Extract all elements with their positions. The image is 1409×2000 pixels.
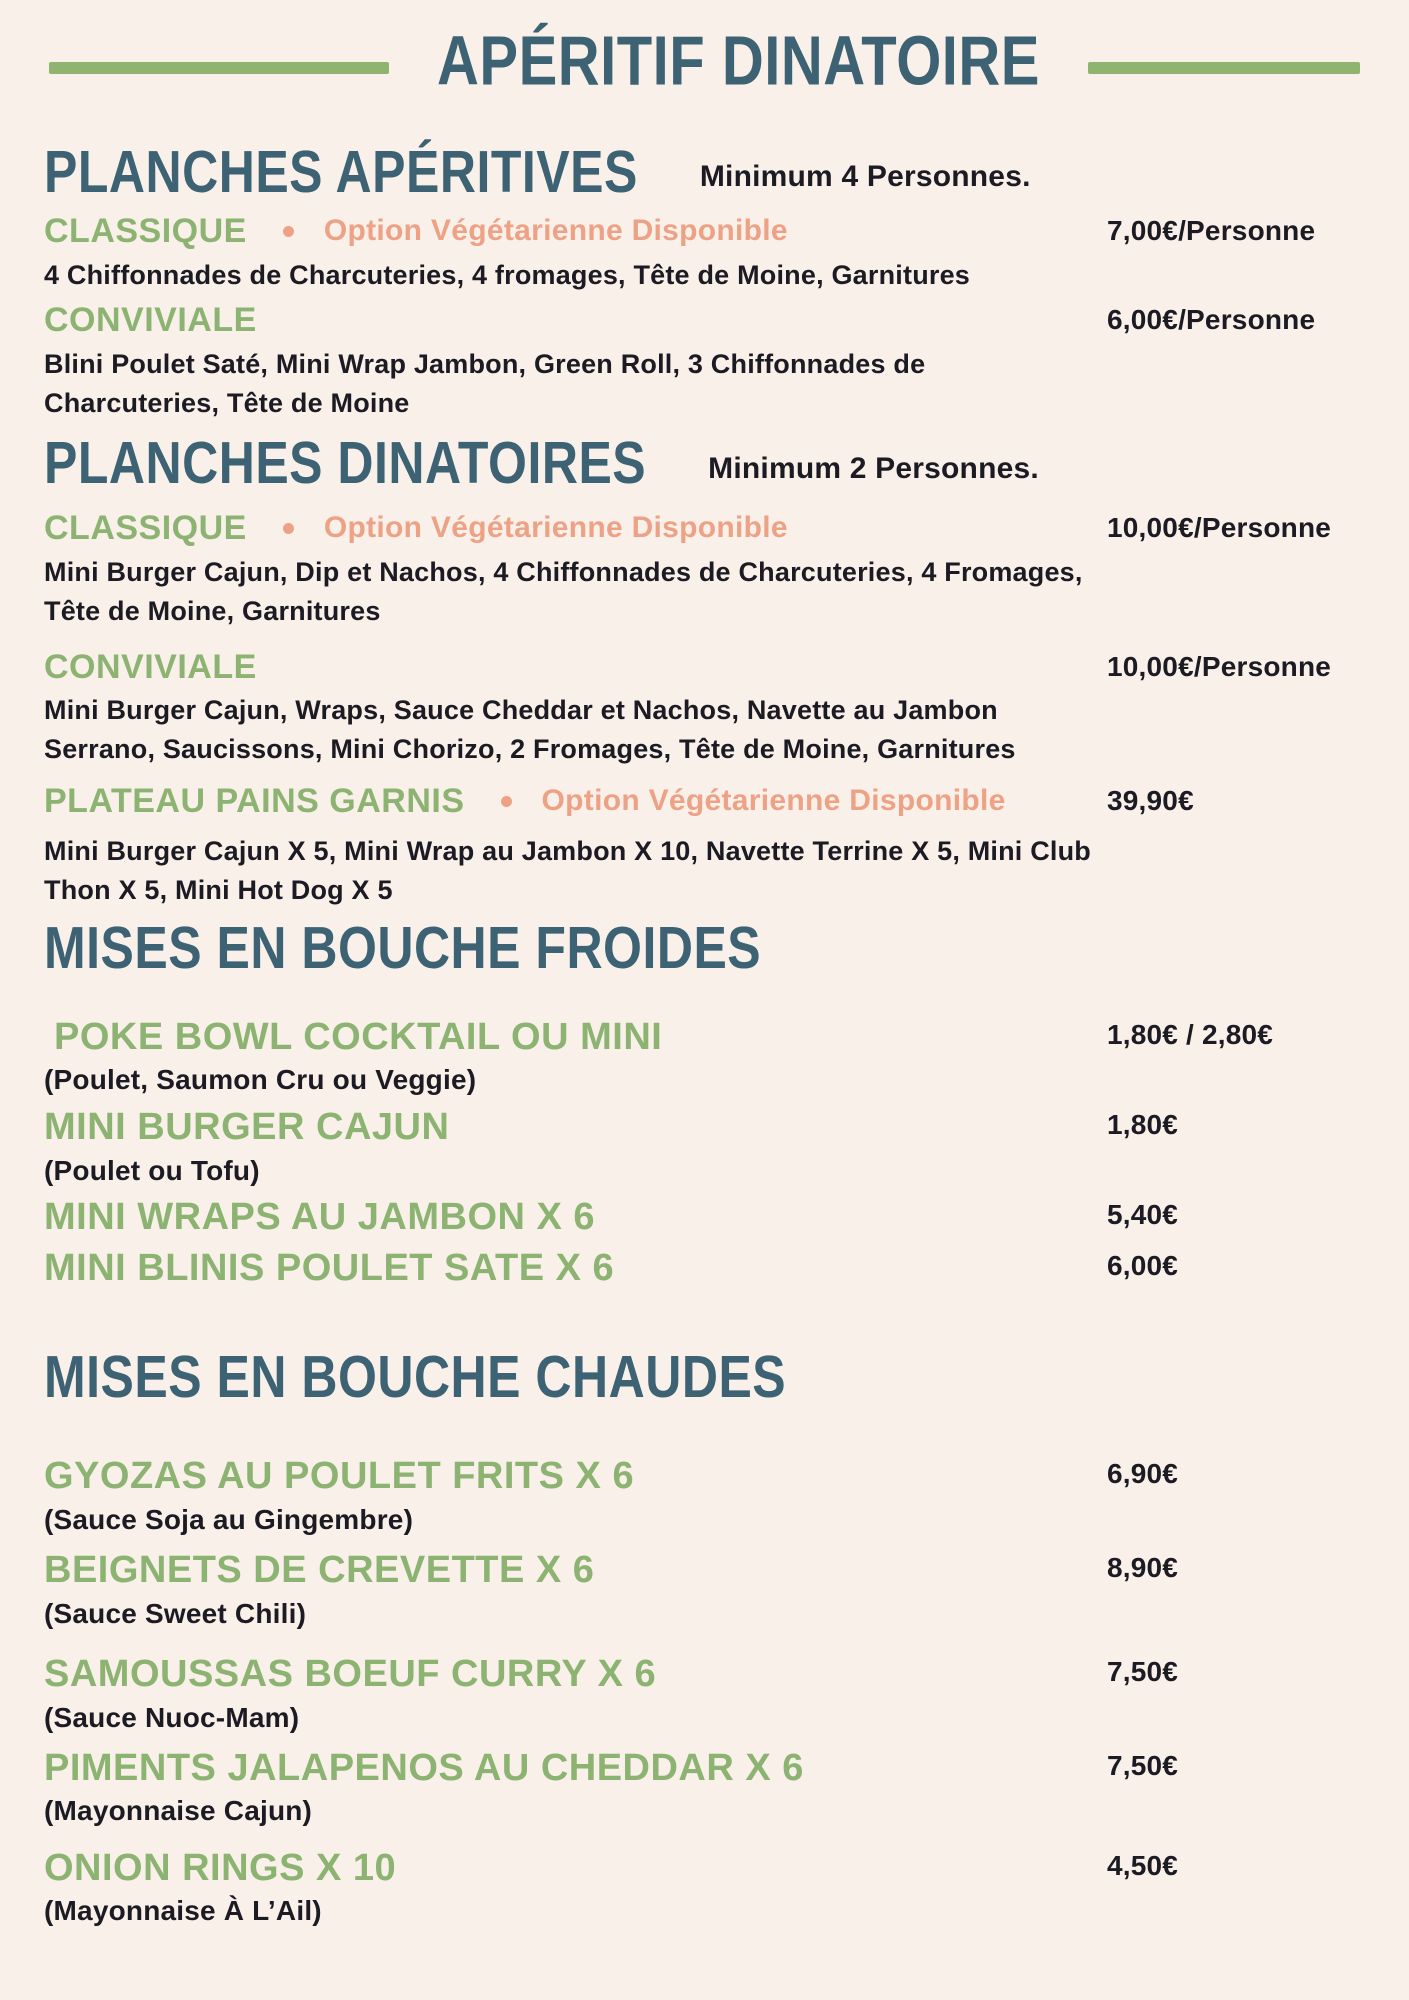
item-description: Blini Poulet Saté, Mini Wrap Jambon, Green Roll, 3 Chiffonnades de Charcuteries, Tête de Moine <box>44 349 926 419</box>
section-title: MISES EN BOUCHE FROIDES <box>44 914 762 981</box>
item-description: Mini Burger Cajun, Wraps, Sauce Cheddar et Nachos, Navette au Jambon Serrano, Saucissons, Mini Chorizo, 2 Fromages, Tête de Moine, Garnitures <box>44 695 1016 765</box>
item-description: Mini Burger Cajun X 5, Mini Wrap au Jambon X 10, Navette Terrine X 5, Mini Club Thon X 5, Mini Hot Dog X 5 <box>44 835 1091 905</box>
item-name: BEIGNETS DE CREVETTE X 6 <box>44 1549 595 1592</box>
item-price: 10,00€/Personne <box>1107 650 1332 682</box>
section-minimum-note: Minimum 2 Personnes. <box>708 451 1039 485</box>
bullet-dot-icon <box>283 226 294 237</box>
title-rule-left <box>49 62 389 74</box>
section-minimum-note: Minimum 4 Personnes. <box>699 160 1031 194</box>
menu-item-row <box>44 1195 1365 1241</box>
item-name: GYOZAS AU POULET FRITS X 6 <box>44 1455 635 1498</box>
item-name: CONVIVIALE <box>44 301 257 340</box>
item-description: 4 Chiffonnades de Charcuteries, 4 fromages, Tête de Moine, Garnitures <box>44 259 971 290</box>
veg-option-note: Option Végétarienne Disponible <box>323 511 788 545</box>
menu-item-row <box>44 1548 1365 1594</box>
item-price: 6,00€ <box>1107 1249 1179 1281</box>
section-header <box>44 1344 1365 1411</box>
menu-header <box>44 22 1365 101</box>
section-planches-dinatoires <box>44 429 1365 910</box>
item-price: 6,90€ <box>1107 1458 1179 1490</box>
item-price: 5,40€ <box>1107 1199 1179 1231</box>
section-title: PLANCHES APÉRITIVES <box>44 138 638 205</box>
item-name: MINI BLINIS POULET SATE X 6 <box>44 1246 615 1289</box>
item-sub-note: (Sauce Soja au Gingembre) <box>44 1504 414 1535</box>
item-name: ONION RINGS X 10 <box>44 1846 397 1889</box>
section-header <box>44 914 1365 981</box>
item-name: MINI BURGER CAJUN <box>44 1106 450 1149</box>
menu-item-row <box>44 1246 1365 1292</box>
veg-option-note: Option Végétarienne Disponible <box>323 213 788 247</box>
section-mises-en-bouche-froides <box>44 914 1365 1292</box>
section-title: PLANCHES DINATOIRES <box>44 429 647 497</box>
item-sub-note: (Sauce Sweet Chili) <box>44 1597 307 1629</box>
item-price: 7,50€ <box>1107 1749 1179 1781</box>
menu-item-row <box>44 508 1365 549</box>
item-price: 7,50€ <box>1107 1655 1179 1687</box>
item-description: Mini Burger Cajun, Dip et Nachos, 4 Chiffonnades de Charcuteries, 4 Fromages, Tête de Moine, Garnitures <box>44 556 1083 626</box>
item-name: POKE BOWL COCKTAIL OU MINI <box>54 1015 663 1058</box>
item-name: CLASSIQUE <box>44 509 247 548</box>
item-sub-note: (Poulet ou Tofu) <box>44 1155 260 1187</box>
item-price: 39,90€ <box>1107 785 1194 817</box>
menu-item-row <box>44 1746 1365 1792</box>
menu-item-row <box>44 781 1365 822</box>
item-name: SAMOUSSAS BOEUF CURRY X 6 <box>44 1652 657 1695</box>
bullet-dot-icon <box>283 523 294 534</box>
menu-item-row <box>44 1454 1365 1500</box>
item-price: 7,00€/Personne <box>1107 214 1316 246</box>
item-name: CLASSIQUE <box>44 211 247 250</box>
section-mises-en-bouche-chaudes <box>44 1344 1365 1930</box>
item-price: 8,90€ <box>1107 1552 1179 1584</box>
item-name: PIMENTS JALAPENOS AU CHEDDAR X 6 <box>44 1746 804 1789</box>
item-sub-note: (Poulet, Saumon Cru ou Veggie) <box>44 1064 477 1096</box>
item-name: CONVIVIALE <box>44 647 257 686</box>
item-sub-note: (Mayonnaise Cajun) <box>44 1795 313 1827</box>
menu-item-row <box>44 1652 1365 1698</box>
menu-item-row <box>44 647 1365 688</box>
bullet-dot-icon <box>501 796 512 807</box>
section-header <box>44 429 1365 497</box>
item-price: 1,80€ <box>1107 1109 1179 1141</box>
item-price: 10,00€/Personne <box>1107 512 1332 544</box>
menu-item-row <box>44 1105 1365 1151</box>
item-price: 4,50€ <box>1107 1849 1179 1881</box>
item-name: MINI WRAPS AU JAMBON X 6 <box>44 1196 596 1239</box>
item-sub-note: (Mayonnaise À L’Ail) <box>44 1895 322 1927</box>
item-price: 6,00€/Personne <box>1107 304 1316 336</box>
item-sub-note: (Sauce Nuoc-Mam) <box>44 1701 300 1733</box>
page-title: APÉRITIF DINATOIRE <box>437 22 1040 101</box>
menu-item-row <box>44 300 1365 341</box>
title-rule-right <box>1088 62 1360 74</box>
section-header <box>44 138 1365 205</box>
menu-item-row <box>44 1015 1365 1061</box>
item-name: PLATEAU PAINS GARNIS <box>44 782 465 821</box>
section-title: MISES EN BOUCHE CHAUDES <box>44 1344 787 1411</box>
veg-option-note: Option Végétarienne Disponible <box>541 784 1006 818</box>
menu-item-row <box>44 1846 1365 1892</box>
menu-item-row <box>44 211 1365 252</box>
item-price: 1,80€ / 2,80€ <box>1107 1018 1274 1050</box>
section-planches-aperitives <box>44 138 1365 423</box>
